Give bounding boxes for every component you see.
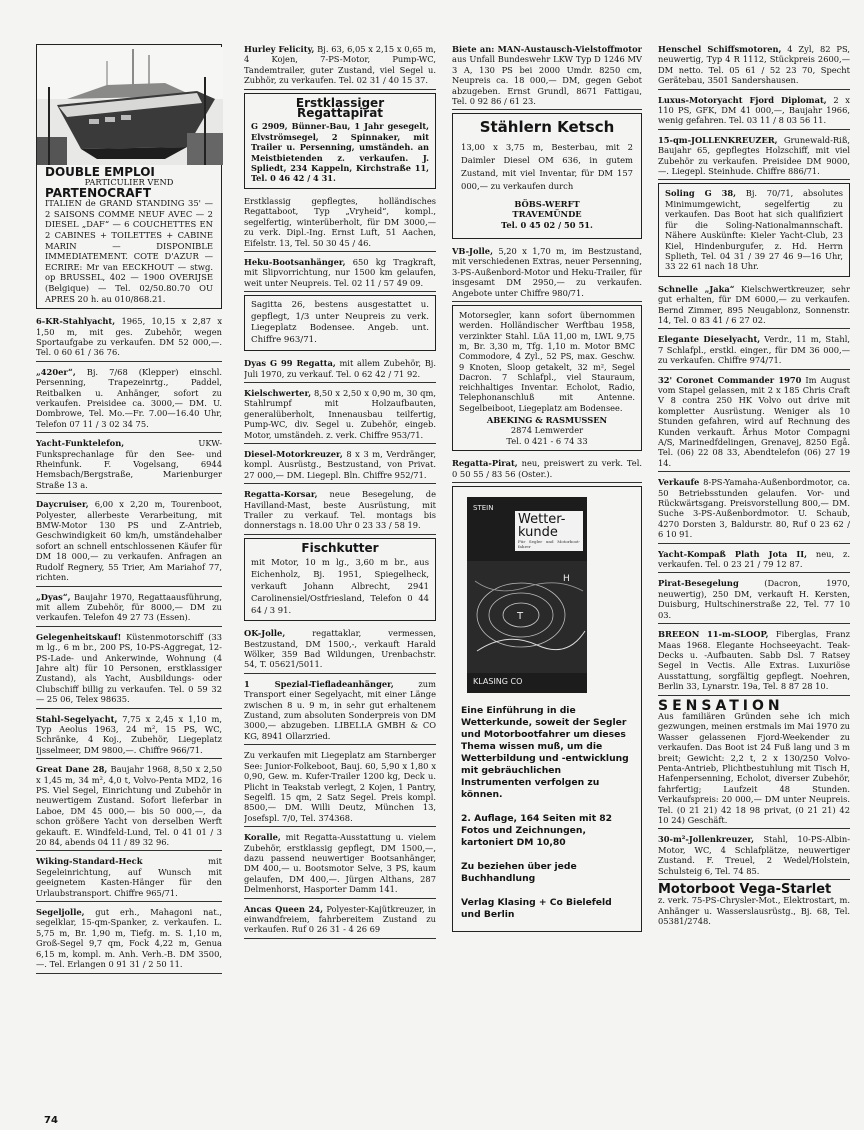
classified-ad <box>244 748 436 827</box>
motorsegler-body: Motorsegler, kann sofort übernommen werden. Holländischer Werftbau 1958, verzinkter Stahl. LüA 11,00 m, LWL 9,75 m, Br. 3,30 m, Tfg. 1,10 m. Motor BMC Commodore, 4 Zyl., 52 PS, max. Geschw. 9 Knoten, Sloop getakelt, 32 m², Segel Dacron. 7 Schlafpl., viel Stauraum, reichhaltiges Inventar. Echolot, Radio, Telephonanschluß mit Antenne. Segelbeiboot, Liegeplatz am Bodensee. <box>459 310 635 413</box>
boat-photo <box>37 47 223 165</box>
ad-head: Kielschwerter, <box>244 387 312 398</box>
classified-ad <box>658 627 850 695</box>
ad-body: Im August vom Stapel gelassen, mit 2 x 185 Chris Craft V 8 contra 250 HK Volvo out drive mit kompletter Ausrüstung. Weniger als 10 Stunden gefahren, wird auf Rechnung des Kunden verkauft. Århus Motor Compagni A/S, Marinedfdelingen, Grenavej, 8250 Egå. Tel. (06) 22 08 33, Abendtelefon (06) 27 19 14. <box>658 374 850 468</box>
jollenkreuzer-30-ad <box>658 832 850 880</box>
ad-body: 6,00 x 2,20 m, Tourenboot, Polyester, allerbeste Verarbeitung, mit BMW-Motor 130 PS und Z-Antrieb, Geschwindigkeit 60 km/h, umständehalber sofort an schnell entschlossenen Käufer für DM 18 000,— zu verkaufen. Anfragen an Rudolf Regnery, 55 Trier, Am Mariahof 77, richten. <box>36 499 222 583</box>
ad-head: 6-KR-Stahlyacht, <box>36 316 116 327</box>
ad-body: zum Transport einer Segelyacht, mit einer Länge zwischen 8 u. 9 m, in sehr gut erhaltenem Zustand, zum absoluten Sonderpreis von DM 3000,— abzugeben. LIBELLA GMBH & CO KG, 8941 Ollarzried. <box>244 678 436 741</box>
ad-head: „420er“, <box>36 366 76 377</box>
book-cover-title1: Wetter- <box>518 512 566 528</box>
ad-body: Grunewald-Riß, Baujahr 65, gepflegtes Holzschiff, mit viel Zubehör zu verkaufen. Preisidee DM 9000,—. Liegepl. Steinhude. Chiffre 886/71. <box>658 134 850 177</box>
ketsch-werft2: TRAVEMÜNDE <box>512 209 582 220</box>
classified-ad <box>244 902 436 939</box>
ad-body: 8 x 3 m, Verdränger, kompl. Ausrüstg., Bestzustand, von Privat. 27 000,— DM. Liegepl. Bln. Chiffre 952/71. <box>244 448 436 480</box>
classified-ad <box>658 93 850 130</box>
regatta-pirat-box <box>244 93 436 189</box>
weather-map-illustration <box>467 561 587 673</box>
ad-head: Schnelle „Jaka“ <box>658 283 735 294</box>
ad-head: VB-Jolle, <box>452 246 493 257</box>
ad-head: 30-m²-Jollenkreuzer, <box>658 834 754 845</box>
sensation-ad <box>658 699 850 830</box>
ad-head: OK-Jolle, <box>244 628 286 639</box>
ad-head: Segeljolle, <box>36 907 85 918</box>
ad-head: 15-qm-JOLLENKREUZER, <box>658 134 778 145</box>
ad-body: Bj. 7/68 (Klepper) einschl. Persenning, Trapezeinrtg., Paddel, Reitbalken u. Anhänger, sofort zu verkaufen. Preisidee ca. 3000,— DM. U. Dombrowe, Tel. Mo.—Fr. 7.00—16.40 Uhr, Telefon 07 11 / 3 02 34 75. <box>36 366 222 429</box>
classified-ad <box>36 590 222 627</box>
classified-ad <box>36 762 222 851</box>
ad-body: Verdr., 11 m, Stahl, 7 Schlafpl., erstkl. einger., für DM 36 000,— zu verkaufen. Chiffre 974/71. <box>658 334 850 366</box>
motorboot-vega-body: z. verk. 75-PS-Chrysler-Mot., Elektrostart, m. Anhänger u. Wasserslausrüstg., Bj. 68, Tel. 05381/2748. <box>658 895 850 927</box>
ad-head: Pirat-Besegelung <box>658 578 739 589</box>
book-order: Zu beziehen über jede Buchhandlung <box>461 861 577 885</box>
ad-body: neu, z. verkaufen. Tel. 0 23 21 / 79 12 87. <box>658 548 850 570</box>
svg-text:H: H <box>563 574 570 585</box>
book-cover-author: STEIN <box>473 504 494 513</box>
ad-head: Daycruiser, <box>36 499 89 510</box>
double-emploi-title: DOUBLE EMPLOI <box>45 165 155 179</box>
motorsegler-box <box>452 305 642 451</box>
ad-body: 650 kg Tragkraft, mit Slipvorrichtung, nur 1500 km gelaufen, weit unter Neupreis. Tel. 02 11 / 57 49 09. <box>244 256 436 288</box>
fischkutter-body: mit Motor, 10 m lg., 3,60 m br., aus Eichenholz, Bj. 1951, Spiegelheck, verkauft Johann Albrecht, 2941 Carolinensiel/Ostfriesland, Telefon 0 44 64 / 3 91. <box>251 557 429 616</box>
classified-ad <box>658 475 850 543</box>
double-emploi-body: ITALIEN de GRAND STANDING 35' — 2 SAISONS COMME NEUF AVEC — 2 DIESEL „DAF“ — 6 COUCHETTES EN 2 CABINES + TOILETTES + CABINE MARIN — DISPONIBLE IMMEDIATEMENT. COTE D'AZUR — ECRIRE: Mr van EECKHOUT — stwg. op BRUSSEL, 402 — 1900 OVERIJSE (Belgique) — Tel. 02/50.80.70 OU APRES 20 h. au 010/868.21. <box>45 198 213 304</box>
ad-head: Yacht-Kompaß Plath Jota II, <box>658 548 808 559</box>
classified-ad <box>658 282 850 330</box>
ad-head: Biete an: MAN-Austausch-Vielstoffmotor <box>452 44 642 54</box>
sensation-title: SENSATION <box>658 698 784 714</box>
classified-ad <box>244 255 436 292</box>
motorboot-vega-title: Motorboot Vega-Starlet <box>658 883 832 898</box>
ad-body: Stahl, 10-PS-Albin-Motor, WC, 4 Schlafplätze, neuwertiger Zustand. F. Treuel, 2 Wedel/Holstein, Schulsteig 6, Tel. 74 85. <box>658 834 850 876</box>
classified-ad <box>36 905 222 973</box>
book-cover <box>467 497 587 693</box>
ad-head: Elegante Dieselyacht, <box>658 334 761 345</box>
ad-body: aus Unfall Bundeswehr LKW Typ D 1246 MV 3 A, 130 PS bei 2000 Umdr. 8250 cm, Neupreis ca. 18 000,— DM, gegen Gebot abzugeben. Ernst Grundl, 8671 Fattigau, Tel. 0 92 86 / 61 23. <box>452 54 642 107</box>
double-emploi-ad <box>36 44 222 309</box>
soling-box <box>658 183 850 276</box>
ad-head: Hurley Felicity, <box>244 44 315 54</box>
ad-body: mit Regatta-Ausstattung u. vielem Zubehör, erstklassig gepflegt, DM 1500,—, dazu passend neuwertiger Bootsanhänger, DM 400,— u. Bootsmotor Selve, 3 PS, kaum gelaufen, DM 400,—. Jürgen Althans, 287 Delmenhorst, Hasporter Damm 141. <box>244 832 436 895</box>
classified-ad <box>244 194 436 252</box>
column-2 <box>244 42 436 942</box>
classified-ad <box>244 830 436 898</box>
ad-body: Polyester-Kajütkreuzer, in einwandfreiem, fahrbereitem Zustand zu verkaufen. Ruf 0 26 31 - 4 26 69 <box>244 903 436 935</box>
hurley-ad <box>244 42 436 90</box>
ad-body: Zu verkaufen mit Liegeplatz am Starnberger See: Junior-Folkeboot, Bauj. 60, 5,90 x 1,80 x 0,90, Gew. m. Kufer-Trailer 1200 kg, Deck u. Plicht in Teakstab verlegt, 2 Kojen, 1 Pantry, Segelfl. 15 qm, 2 Satz Segel. Preis kompl. 8500,— DM. Willi Deutz, München 13, Josefspl. 7/0, Tel. 374368. <box>244 750 436 823</box>
ketsch-tel: Tel. 0 45 02 / 50 51. <box>501 219 593 230</box>
motorboot-vega-ad <box>658 883 850 930</box>
ad-head: 1 Spezial-Tiefladeanhänger, <box>244 678 394 689</box>
classified-ad <box>36 497 222 586</box>
ad-body: Baujahr 1968, 8,50 x 2,50 x 1,45 m, 34 m², 4,0 t, Volvo-Penta MD2, 16 PS. Viel Segel, Einrichtung und Zubehör in neuwertigem Zustand. Sofort lieferbar in Laboe, DM 45 000,— bis 50 000,—, da schon größere Yacht von derselben Werft gekauft. E. Windfeld-Lund, Tel. 0 41 01 / 3 20 84, abends 04 11 / 89 32 96. <box>36 764 222 848</box>
classified-ad <box>658 42 850 90</box>
ad-body: Erstklassig gepflegtes, holländisches Regattaboot, Typ „Vryheid“, kompl., segelfertig, winterüberholt, für DM 3000,— zu verk. Dipl.-Ing. Ernst Luft, 51 Aachen, Eifelstr. 13, Tel. 50 30 45 / 46. <box>244 195 436 248</box>
sensation-body: Aus familiären Gründen sehe ich mich gezwungen, meinen erstmals im Mai 1970 zu Wasser gelassenen Fjord-Weekender zu verkaufen. Das Boot ist 24 Fuß lang und 3 m breit; Gewicht: 2,2 t, 2 x 130/250 Volvo-Penta-Antrieb, Plichtbestuhlung mit Tisch H, Hafenpersenning, Echolot, diverser Zubehör, fahrfertig; Laufzeit 48 Stunden. Verkaufspreis: 20 000,— DM unter Neupreis. Tel. (0 21 21) 42 18 98 privat, (0 21 21) 42 10 24) Geschäft. <box>658 710 850 825</box>
ad-body: regattaklar, vermessen, Bestzustand, DM 1500,-, verkauft Harald Wölker, 359 Bad Wildungen, Urenbachstr. 54, T. 05621/5011. <box>244 628 436 670</box>
classified-ad <box>36 314 222 362</box>
regatta-box-title1: Erstklassiger <box>295 95 385 110</box>
ad-head: Diesel-Motorkreuzer, <box>244 448 343 459</box>
column-4 <box>658 42 850 933</box>
classified-ad <box>36 436 222 494</box>
ad-body: Baujahr 1970, Regattaausführung, mit allem Zubehör, für 8000,— DM zu verkaufen. Telefon 49 27 73 (Essen). <box>36 591 222 623</box>
fischkutter-title: Fischkutter <box>301 540 379 555</box>
biete-ad <box>452 42 642 110</box>
motor-yacht-image <box>37 47 223 165</box>
ad-head: 32' Coronet Commander 1970 <box>658 374 802 385</box>
ad-body: UKW-Funksprechanlage für den See- und Rheinfunk. F. Vogelsang, 6944 Hemsbach/Bergstraße, Marienburger Straße 13 a. <box>36 438 222 490</box>
vb-jolle-ad <box>452 244 642 302</box>
ad-head: BREEON 11-m-SLOOP, <box>658 629 769 640</box>
book-ad-box <box>452 486 642 932</box>
classified-ad <box>658 576 850 624</box>
ad-body: Bj. 63, 6,05 x 2,15 x 0,65 m, 4 Kojen, 7-PS-Motor, Pump-WC, Tandemtrailer, guter Zustand, viel Segel u. Zubhör, zu verkaufen. Tel. 02 31 / 40 15 37. <box>244 44 436 86</box>
classified-ad <box>244 626 436 674</box>
fischkutter-box <box>244 538 436 621</box>
ad-body: 8,50 x 2,50 x 0,90 m, 30 qm, Stahlrumpf mit Holzaufbauten, generalüberholt, Innenausbau teilfertig, Pump-WC, div. Segel u. Zubehör, eingeb. Motor, umständeh. z. verk. Chiffre 953/71. <box>244 387 436 440</box>
svg-text:T: T <box>517 611 524 623</box>
ad-head: Henschel Schiffsmotoren, <box>658 44 782 54</box>
ad-body: neu, preiswert zu verk. Tel. 0 50 55 / 83 56 (Oster.). <box>452 458 642 479</box>
ad-head: Regatta-Korsar, <box>244 489 318 500</box>
sagitta-box <box>244 295 436 351</box>
book-cover-title-block <box>515 511 583 551</box>
col2-ads-a <box>244 194 436 292</box>
motorsegler-tel: Tel. 0 421 - 6 74 33 <box>506 435 588 446</box>
ad-head: Dyas G 99 Regatta, <box>244 358 336 369</box>
classified-ad <box>658 332 850 369</box>
ad-body: 5,20 x 1,70 m, im Bestzustand, mit verschiedenen Extras, neuer Persenning, 3-PS-Außenbord-Motor und Heku-Trailer, für insgesamt DM 2950,— zu verkaufen. Angebote unter Chiffre 980/71. <box>452 246 642 298</box>
column-3 <box>452 42 642 932</box>
col2-ads-c <box>244 626 436 939</box>
ad-body: neue Besegelung, de Havilland-Mast, beste Ausrüstung, mit Trailer zu verkauf. Tel. montags bis donnerstags n. 18.00 Uhr 0 23 33 / 58 19. <box>244 489 436 531</box>
ad-body: Küstenmotorschiff (33 m lg., 6 m br., 200 PS, 10-PS-Aggregat, 12-PS-Lade- und Ankerwinde, Wohnung (4 Jahre alt) für 10 Personen, erstklassiger Zustand), als Yacht, Ausbildungs- oder Clubschiff billig zu verkaufen. Tel. 0 59 32 — 25 06, Telex 98635. <box>36 631 222 705</box>
classified-ad <box>244 487 436 535</box>
ad-body: mit Segeleinrichtung, auf Wunsch mit geeignetem Kasten-Hänger für den Urlaubstransport. Chiffre 965/71. <box>36 856 222 898</box>
classified-ad <box>658 373 850 473</box>
double-emploi-sub: PARTICULIER VEND <box>84 177 174 188</box>
classified-ad <box>244 386 436 444</box>
ad-body: mit allem Zubehör, Bj. Juli 1970, zu verkauf. Tel. 0 62 42 / 71 92. <box>244 358 436 379</box>
ad-head: Ancas Queen 24, <box>244 903 323 914</box>
book-intro: Eine Einführung in die Wetterkunde, soweit der Segler und Motorbootfahrer um dieses Thema wissen muß, um die Wetterbildung und -entwicklung mit gebräuchlichen Instrumenten verfolgen zu können. <box>461 705 629 801</box>
regatta-box-title2: Regattapirat <box>296 106 384 121</box>
ketsch-box <box>452 113 642 239</box>
classified-ad <box>36 365 222 433</box>
classified-ad <box>658 133 850 181</box>
sagitta-body: Sagitta 26, bestens ausgestattet u. gepflegt, 1/3 unter Neupreis zu verk. Liegeplatz Bodensee. Angeb. unt. Chiffre 963/71. <box>251 300 429 345</box>
ad-body: (Dacron, 1970, neuwertig), 250 DM, verkauft H. Kersten, Duisburg, Hultschinerstraße 22, Tel. 77 10 03. <box>658 578 850 620</box>
ketsch-title: Stählern Ketsch <box>479 118 615 137</box>
regatta-pirat-ad <box>452 456 642 483</box>
ad-head: Heku-Bootsanhänger, <box>244 256 346 267</box>
classified-ad <box>244 356 436 383</box>
ad-head: „Dyas“, <box>36 591 71 602</box>
ketsch-body: 13,00 x 3,75 m, Besterbau, mit 2 Daimler Diesel OM 636, in gutem Zustand, mit viel Inventar, für DM 157 000,— zu verkaufen durch <box>461 141 633 191</box>
book-cover-publisher: KLASING CO <box>473 676 523 686</box>
book-edition: 2. Auflage, 164 Seiten mit 82 Fotos und Zeichnungen, kartoniert DM 10,80 <box>461 813 613 849</box>
classified-ad <box>244 677 436 745</box>
ad-body: Fiberglas, Franz Maas 1968. Elegante Hochseeyacht. Teak-Decks u. -Aufbauten. Sabb Dsl. 7 Ratsey Segel in Vectis. Alle Extras. Luxuriöse Ausstattung, sorgfältig gepflegt. Noehren, Berlin 33, Lynarstr. 19a, Tel. 8 87 28 10. <box>658 629 850 692</box>
ad-head: Wiking-Standard-Heck <box>36 856 143 867</box>
ketsch-werft1: BÖBS-WERFT <box>514 198 580 209</box>
motorsegler-firm: ABEKING & RASMUSSEN <box>486 415 608 426</box>
col2-ads-b <box>244 356 436 535</box>
ad-head: Yacht-Funktelefon, <box>36 438 125 449</box>
ad-head: Great Dane 28, <box>36 764 108 775</box>
soling-head: Soling G 38, <box>665 188 737 199</box>
ad-body: 4 Zyl, 82 PS, neuwertig, Typ 4 R 1112, Stückpreis 2600,— DM netto. Tel. 05 61 / 52 23 70, Specht Gerätebau, 3501 Sandershausen. <box>658 44 850 86</box>
classified-ad <box>658 547 850 574</box>
book-cover-title2: kunde <box>518 525 558 541</box>
col1-ads-list <box>36 314 222 973</box>
ad-head: Luxus-Motoryacht Fjord Diplomat, <box>658 94 827 105</box>
page-number: 74 <box>44 1115 58 1126</box>
regatta-box-body: G 2909, Bünner-Bau, 1 Jahr gesegelt, Elvströmsegel, 2 Spinnaker, mit Trailer u. Persenning, umständeh. an Meistbietenden z. verkaufen. J. Spliedt, 234 Kappeln, Kirchstraße 11, Tel. 0 46 42 / 4 31. <box>251 121 429 184</box>
col4-ads-a <box>658 42 850 180</box>
classified-ad <box>36 712 222 760</box>
ad-body: 8-PS-Yamaha-Außenbordmotor, ca. 50 Betriebsstunden gelaufen. Vor- und Rückwärtsgang. Preisvorstellung 800,— DM. Suche 3-PS-Außenbordmotor. U. Schaub, 4270 Dorsten 3, Baldurstr. 80, Ruf 0 23 62 / 6 10 91. <box>658 477 850 540</box>
book-cover-sub: Für Segler und Motorboot-fahrer <box>518 539 580 550</box>
ad-body: gut erh., Mahagoni nat., segelklar, 15-qm-Spanker, z. verkaufen. L. 5,75 m, Br. 1,90 m, Tiefg. m. S. 1,10 m, Groß-Segel 9,7 qm, Fock 4,22 m, Genua 6,15 m, kompl. m. Anh. Verh.-B. DM 3500,—. Tel. Erlangen 0 91 31 / 2 50 11. <box>36 907 222 970</box>
ad-head: Verkaufe <box>658 477 700 488</box>
col4-ads-b <box>658 282 850 696</box>
classified-ad <box>36 630 222 709</box>
column-1 <box>36 42 222 977</box>
double-emploi-name: PARTENOCRAFT <box>45 185 152 200</box>
ad-head: Stahl-Segelyacht, <box>36 713 118 724</box>
ad-head: Gelegenheitskauf! <box>36 631 122 642</box>
ad-body: 1965, 10,15 x 2,87 x 1,50 m, mit ges. Zubehör, wegen Sportaufgabe zu verkaufen. DM 52 000,—. Tel. 0 60 61 / 36 76. <box>36 316 222 358</box>
ad-head: Regatta-Pirat, <box>452 458 518 469</box>
ad-body: 2 x 110 PS, GFK, DM 41 000,—, Baujahr 1966, wenig gefahren. Tel. 03 11 / 8 03 56 11. <box>658 94 850 126</box>
motorsegler-city: 2874 Lemwerder <box>510 425 584 436</box>
ad-body: Kielschwertkreuzer, sehr gut erhalten, für DM 6000,— zu verkaufen. Bernd Zimmer, 895 Neugablonz, Sonnenstr. 14, Tel. 0 83 41 / 6 27 02. <box>658 283 850 325</box>
classified-ad <box>244 447 436 484</box>
book-publisher: Verlag Klasing + Co Bielefeld und Berlin <box>461 897 612 921</box>
classified-ad <box>36 854 222 902</box>
ad-body: 7,75 x 2,45 x 1,10 m, Typ Aeolus 1963, 24 m², 15 PS, WC, Schränke, 4 Koj., Zubehör, Liegeplatz Ijsselmeer, DM 9800,—. Chiffre 966/71. <box>36 713 222 755</box>
soling-body: Bj. 70/71, absolutes Minimumgewicht, segelfertig zu verkaufen. Das Boot hat sich qualifiziert für die Soling-Nationalmannschaft. Nähere Auskünfte: Kieler Yacht-Club, 23 Kiel, Hindenburgufer, z. Hd. Herrn Splieth, Tel. 04 31 / 39 27 46 9—16 Uhr, 33 22 61 nach 18 Uhr. <box>665 188 843 272</box>
ad-head: Koralle, <box>244 832 281 843</box>
